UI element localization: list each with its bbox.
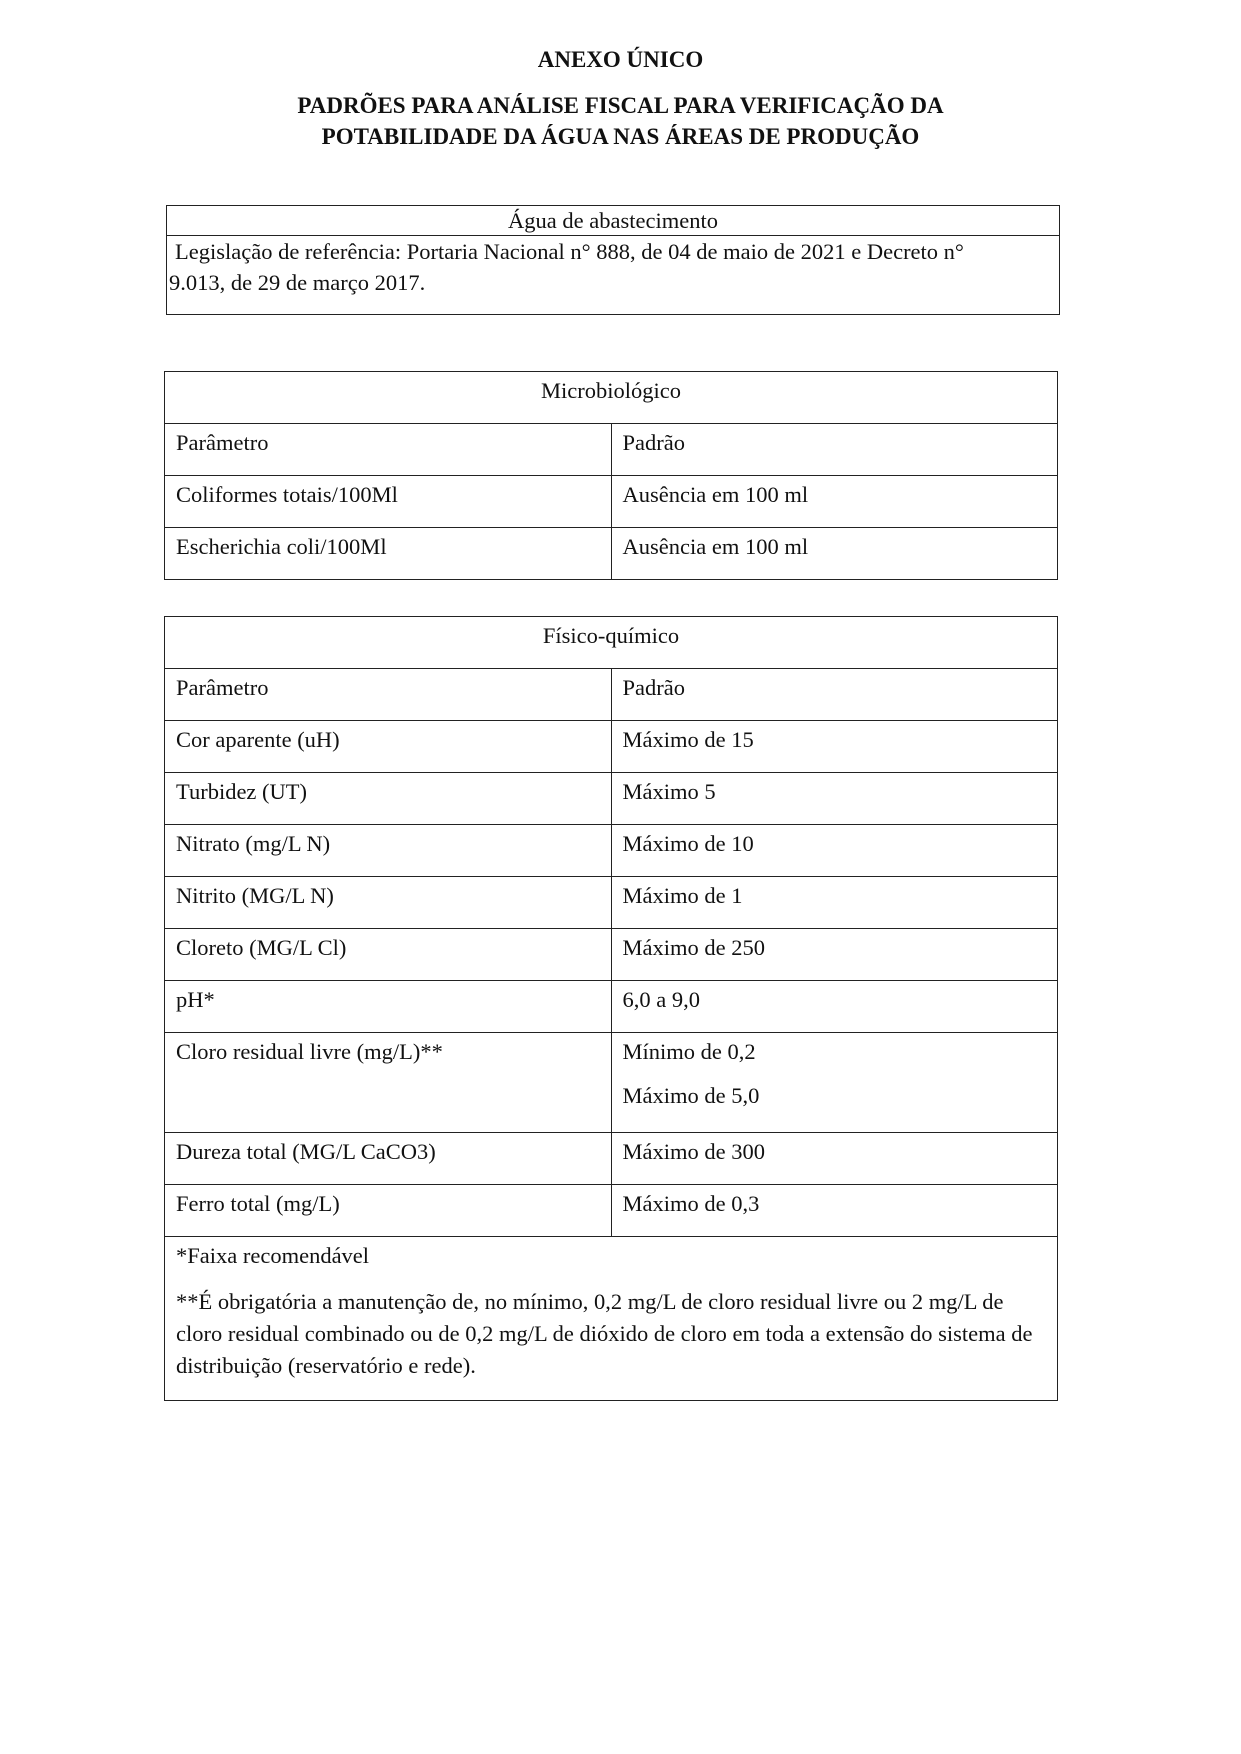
table-row: [165, 476, 1058, 528]
parameter-cell: Nitrato (mg/L N): [165, 825, 612, 877]
legislation-line-2: 9.013, de 29 de março 2017.: [169, 270, 426, 295]
table-header-row: [165, 669, 1058, 721]
document-title: ANEXO ÚNICO: [537, 47, 704, 72]
footnote-residual-chlorine: **É obrigatória a manutenção de, no mínimo, 0,2 mg/L de cloro residual livre ou 2 mg/L de cloro residual combinado ou de 0,2 mg/L de dióxido de cloro em toda a extensão do sistema de distribuição (reservatório e rede).: [176, 1289, 1033, 1378]
column-header-parameter: Parâmetro: [165, 424, 612, 476]
table-row: [165, 825, 1058, 877]
parameter-cell: Turbidez (UT): [165, 773, 612, 825]
legislation-line-1: Legislação de referência: Portaria Nacional n° 888, de 04 de maio de 2021 e Decreto n°: [175, 239, 964, 264]
subtitle-line-2: POTABILIDADE DA ÁGUA NAS ÁREAS DE PRODUÇÃO: [321, 124, 920, 149]
table-row: [165, 1033, 1058, 1133]
parameter-cell: Cloro residual livre (mg/L)**: [165, 1033, 612, 1133]
parameter-cell: Cloreto (MG/L Cl): [165, 929, 612, 981]
subtitle-line-1: PADRÕES PARA ANÁLISE FISCAL PARA VERIFICAÇÃO DA: [297, 93, 944, 118]
table-row: [165, 877, 1058, 929]
standard-cell: Máximo 5: [611, 773, 1058, 825]
parameter-cell: Cor aparente (uH): [165, 721, 612, 773]
standard-cell: Máximo de 15: [611, 721, 1058, 773]
standard-cell: 6,0 a 9,0: [611, 981, 1058, 1033]
standard-cell: Máximo de 1: [611, 877, 1058, 929]
standard-cell: Ausência em 100 ml: [611, 528, 1058, 580]
physicochemical-header: Físico-químico: [165, 617, 1058, 669]
table-row: [165, 929, 1058, 981]
table-row: [165, 773, 1058, 825]
microbiological-table: [164, 371, 1058, 580]
standard-cell: Ausência em 100 ml: [611, 476, 1058, 528]
footnotes-cell: [165, 1237, 1058, 1401]
standard-line-1: Mínimo de 0,2: [622, 1039, 756, 1064]
legislation-cell: [167, 236, 1060, 315]
parameter-cell: Escherichia coli/100Ml: [165, 528, 612, 580]
standard-cell: Máximo de 10: [611, 825, 1058, 877]
standard-cell: Máximo de 300: [611, 1133, 1058, 1185]
supply-header: Água de abastecimento: [167, 206, 1060, 236]
parameter-cell: Nitrito (MG/L N): [165, 877, 612, 929]
physicochemical-table: [164, 616, 1058, 1401]
table-row: [165, 981, 1058, 1033]
parameter-cell: Ferro total (mg/L): [165, 1185, 612, 1237]
table-row: [165, 528, 1058, 580]
document-subtitle: [0, 90, 1241, 152]
standard-cell: Máximo de 0,3: [611, 1185, 1058, 1237]
table-row: [165, 721, 1058, 773]
table-row: [165, 1185, 1058, 1237]
standard-cell: [611, 1033, 1058, 1133]
column-header-standard: Padrão: [611, 424, 1058, 476]
footnote-recommended-range: *Faixa recomendável: [176, 1243, 370, 1268]
standard-cell: Máximo de 250: [611, 929, 1058, 981]
parameter-cell: pH*: [165, 981, 612, 1033]
parameter-cell: Coliformes totais/100Ml: [165, 476, 612, 528]
parameter-cell: Dureza total (MG/L CaCO3): [165, 1133, 612, 1185]
column-header-standard: Padrão: [611, 669, 1058, 721]
column-header-parameter: Parâmetro: [165, 669, 612, 721]
table-row: [165, 1133, 1058, 1185]
microbiological-header: Microbiológico: [165, 372, 1058, 424]
supply-water-table: [166, 205, 1060, 315]
standard-line-2: Máximo de 5,0: [622, 1083, 760, 1108]
table-header-row: [165, 424, 1058, 476]
